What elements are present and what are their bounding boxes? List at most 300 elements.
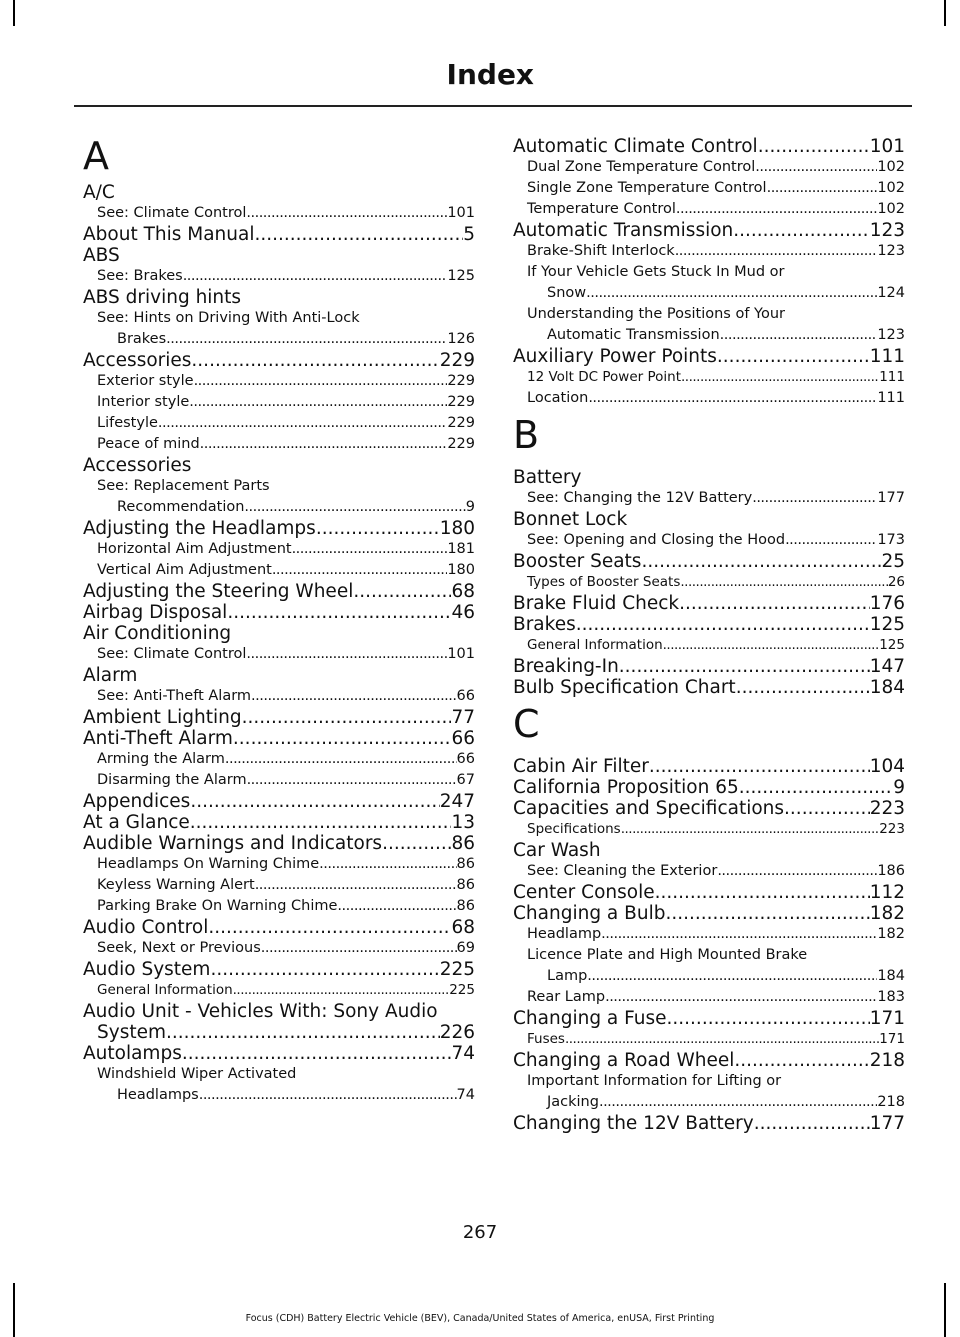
entry-text: Anti-Theft Alarm: [83, 728, 233, 749]
dot-leader: [166, 329, 447, 350]
entry-text: General Information: [97, 982, 233, 998]
entry-text: Snow: [547, 285, 587, 301]
index-subentry: [83, 560, 475, 581]
entry-page: 218: [869, 1050, 905, 1071]
entry-text: California Proposition 65: [513, 777, 739, 798]
entry-text: Auxiliary Power Points: [513, 346, 717, 367]
index-entry: [513, 798, 905, 819]
entry-text: Peace of mind: [97, 436, 200, 452]
index-subentry: [513, 861, 905, 882]
entry-page: 68: [451, 917, 475, 938]
dot-leader: [587, 966, 877, 987]
index-entry: [513, 551, 905, 572]
index-entry: [513, 840, 905, 861]
entry-page: 26: [887, 574, 905, 590]
index-subentry: [83, 392, 475, 413]
dot-leader: [663, 635, 880, 656]
index-entry: [83, 350, 475, 371]
index-entry: [83, 791, 475, 812]
index-subentry: [83, 1085, 475, 1106]
entry-page: 102: [877, 180, 905, 196]
entry-page: 186: [877, 863, 905, 879]
entry-page: 183: [877, 989, 905, 1005]
entry-text: See: Hints on Driving With Anti-Lock: [97, 310, 360, 326]
index-subentry: [83, 539, 475, 560]
dot-leader: [244, 497, 465, 518]
dot-leader: [601, 924, 877, 945]
dot-leader: [227, 602, 451, 623]
index-entry: [83, 917, 475, 938]
entry-text: Interior style: [97, 394, 190, 410]
entry-page: 218: [877, 1094, 905, 1110]
dot-leader: [233, 728, 452, 749]
entry-text: Audio Unit - Vehicles With: Sony Audio: [83, 1001, 438, 1022]
entry-text: Appendices: [83, 791, 191, 812]
index-subentry: [513, 262, 905, 283]
entry-text: Understanding the Positions of Your: [527, 306, 786, 322]
entry-text: Alarm: [83, 665, 138, 686]
page-title: Index: [446, 58, 534, 91]
entry-text: Autolamps: [83, 1043, 182, 1064]
entry-page: 74: [451, 1043, 475, 1064]
dot-leader: [605, 987, 877, 1008]
entry-page: 177: [877, 490, 905, 506]
index-entry: [513, 509, 905, 530]
entry-page: 9: [465, 499, 475, 515]
index-subentry: [83, 476, 475, 497]
dot-leader: [621, 819, 880, 840]
dot-leader: [676, 199, 877, 220]
entry-text: A/C: [83, 182, 115, 203]
entry-text: Specifications: [527, 821, 621, 837]
entry-page: 111: [877, 390, 905, 406]
section-letter: C: [513, 702, 540, 746]
dot-leader: [758, 136, 870, 157]
index-subentry: [513, 1029, 905, 1050]
index-entry: [513, 346, 905, 367]
dot-leader: [158, 413, 447, 434]
index-entry: [83, 728, 475, 749]
entry-text: Disarming the Alarm: [97, 772, 247, 788]
entry-page: 124: [877, 285, 905, 301]
index-subentry: [83, 1064, 475, 1085]
entry-text: See: Anti-Theft Alarm: [97, 688, 252, 704]
entry-page: 67: [456, 772, 475, 788]
entry-text: See: Replacement Parts: [97, 478, 270, 494]
entry-page: 68: [451, 581, 475, 602]
entry-text: About This Manual: [83, 224, 255, 245]
index-subentry: [83, 854, 475, 875]
index-entry: [513, 903, 905, 924]
entry-text: Adjusting the Headlamps: [83, 518, 316, 539]
index-subentry: [513, 924, 905, 945]
entry-text: ABS: [83, 245, 120, 266]
index-entry: [513, 220, 905, 241]
index-subentry: [513, 488, 905, 509]
index-subentry: [513, 635, 905, 656]
entry-text: See: Cleaning the Exterior: [527, 863, 718, 879]
dot-leader: [679, 593, 870, 614]
entry-page: 229: [447, 436, 475, 452]
dot-leader: [382, 833, 451, 854]
entry-text: Keyless Warning Alert: [97, 877, 255, 893]
entry-page: 171: [869, 1008, 905, 1029]
index-entry: [513, 777, 905, 798]
index-entry: [83, 833, 475, 854]
entry-page: 86: [456, 877, 475, 893]
entry-text: Rear Lamp: [527, 989, 606, 1005]
entry-text: Cabin Air Filter: [513, 756, 649, 777]
dot-leader: [251, 686, 457, 707]
index-entry: [513, 467, 905, 488]
crop-mark-top-left: [13, 0, 15, 26]
dot-leader: [599, 1092, 877, 1113]
index-column-right: [513, 136, 905, 1134]
entry-page: 229: [447, 394, 475, 410]
entry-page: 180: [439, 518, 475, 539]
dot-leader: [255, 224, 464, 245]
entry-text: Changing a Bulb: [513, 903, 666, 924]
entry-page: 123: [877, 243, 905, 259]
entry-page: 177: [869, 1113, 905, 1134]
entry-page: 229: [447, 373, 475, 389]
entry-page: 223: [869, 798, 905, 819]
entry-page: 176: [869, 593, 905, 614]
entry-text: Center Console: [513, 882, 655, 903]
dot-leader: [337, 896, 456, 917]
index-entry: [513, 593, 905, 614]
index-entry: [83, 287, 475, 308]
entry-page: 9: [893, 777, 905, 798]
entry-text: Lifestyle: [97, 415, 158, 431]
entry-page: 229: [447, 415, 475, 431]
index-entry: [83, 1022, 475, 1043]
dot-leader: [717, 861, 877, 882]
index-entry: [83, 623, 475, 644]
dot-leader: [667, 1008, 870, 1029]
entry-text: Audio System: [83, 959, 211, 980]
dot-leader: [183, 266, 448, 287]
dot-leader: [586, 283, 877, 304]
entry-page: 66: [451, 728, 475, 749]
crop-mark-bottom-left: [13, 1283, 15, 1337]
entry-text: Fuses: [527, 1031, 565, 1047]
index-subentry: [513, 966, 905, 987]
entry-page: 225: [439, 959, 475, 980]
entry-text: Brakes: [513, 614, 576, 635]
entry-page: 171: [879, 1031, 905, 1047]
section-letter: A: [83, 134, 109, 178]
index-subentry: [83, 203, 475, 224]
dot-leader: [210, 959, 439, 980]
entry-text: Windshield Wiper Activated: [97, 1066, 297, 1082]
dot-leader: [242, 707, 452, 728]
entry-text: Breaking-In: [513, 656, 619, 677]
dot-leader: [272, 560, 447, 581]
entry-page: 123: [869, 220, 905, 241]
index-entry: [513, 1113, 905, 1134]
index-entry: [83, 455, 475, 476]
entry-page: 125: [879, 637, 905, 653]
entry-text: Brake-Shift Interlock: [527, 243, 675, 259]
entry-page: 226: [439, 1022, 475, 1043]
entry-text: Airbag Disposal: [83, 602, 228, 623]
dot-leader: [754, 1113, 870, 1134]
dot-leader: [233, 980, 450, 1001]
dot-leader: [734, 1050, 869, 1071]
index-entry: [83, 707, 475, 728]
entry-text: General Information: [527, 637, 663, 653]
entry-page: 86: [451, 833, 475, 854]
entry-text: Recommendation: [117, 499, 245, 515]
entry-text: See: Climate Control: [97, 646, 247, 662]
index-subentry: [513, 178, 905, 199]
dot-leader: [784, 798, 870, 819]
index-subentry: [83, 980, 475, 1001]
entry-page: 104: [869, 756, 905, 777]
entry-page: 184: [869, 677, 905, 698]
dot-leader: [717, 346, 870, 367]
entry-text: Parking Brake On Warning Chime: [97, 898, 338, 914]
index-entry: [513, 656, 905, 677]
entry-text: If Your Vehicle Gets Stuck In Mud or: [527, 264, 785, 280]
entry-page: 46: [451, 602, 475, 623]
entry-page: 225: [449, 982, 475, 998]
entry-text: Ambient Lighting: [83, 707, 242, 728]
dot-leader: [576, 614, 870, 635]
entry-page: 102: [877, 201, 905, 217]
dot-leader: [191, 350, 439, 371]
entry-text: Headlamps On Warning Chime: [97, 856, 320, 872]
entry-page: 74: [456, 1087, 475, 1103]
entry-text: Brake Fluid Check: [513, 593, 680, 614]
entry-page: 13: [451, 812, 475, 833]
entry-page: 101: [447, 646, 475, 662]
entry-text: At a Glance: [83, 812, 190, 833]
entry-text: System: [97, 1022, 166, 1043]
index-subentry: [83, 686, 475, 707]
entry-page: 111: [879, 369, 905, 385]
entry-text: Adjusting the Steering Wheel: [83, 581, 354, 602]
index-entry: [83, 182, 475, 203]
index-subentry: [513, 367, 905, 388]
index-entry: [513, 1050, 905, 1071]
entry-text: Audible Warnings and Indicators: [83, 833, 383, 854]
entry-page: 111: [869, 346, 905, 367]
index-subentry: [83, 770, 475, 791]
index-entry: [83, 518, 475, 539]
entry-text: Location: [527, 390, 589, 406]
dot-leader: [319, 854, 456, 875]
index-subentry: [513, 388, 905, 409]
dot-leader: [675, 241, 878, 262]
entry-text: Changing the 12V Battery: [513, 1113, 754, 1134]
entry-page: 102: [877, 159, 905, 175]
entry-text: See: Climate Control: [97, 205, 247, 221]
entry-text: Booster Seats: [513, 551, 642, 572]
entry-page: 69: [456, 940, 475, 956]
index-subentry: [513, 157, 905, 178]
entry-page: 125: [869, 614, 905, 635]
entry-page: 182: [869, 903, 905, 924]
dot-leader: [261, 938, 457, 959]
entry-page: 25: [881, 551, 905, 572]
index-subentry: [83, 371, 475, 392]
entry-text: Arming the Alarm: [97, 751, 225, 767]
entry-text: Headlamps: [117, 1087, 199, 1103]
entry-text: Single Zone Temperature Control: [527, 180, 767, 196]
page-number: 267: [462, 1222, 498, 1243]
entry-page: 147: [869, 656, 905, 677]
entry-text: See: Opening and Closing the Hood: [527, 532, 786, 548]
dot-leader: [641, 551, 881, 572]
dot-leader: [246, 203, 447, 224]
entry-text: Dual Zone Temperature Control: [527, 159, 756, 175]
entry-page: 5: [463, 224, 475, 245]
index-subentry: [83, 644, 475, 665]
entry-text: Bonnet Lock: [513, 509, 628, 530]
dot-leader: [565, 1029, 879, 1050]
entry-page: 229: [439, 350, 475, 371]
entry-page: 184: [877, 968, 905, 984]
index-subentry: [83, 329, 475, 350]
entry-page: 101: [869, 136, 905, 157]
entry-page: 101: [447, 205, 475, 221]
entry-text: Capacities and Specifications: [513, 798, 785, 819]
dot-leader: [767, 178, 878, 199]
index-entry: [513, 136, 905, 157]
index-subentry: [83, 497, 475, 518]
entry-text: Brakes: [117, 331, 167, 347]
index-entry: [83, 1043, 475, 1064]
index-entry: [83, 245, 475, 266]
dot-leader: [681, 367, 879, 388]
entry-text: Changing a Fuse: [513, 1008, 667, 1029]
entry-text: ABS driving hints: [83, 287, 242, 308]
index-subentry: [513, 945, 905, 966]
entry-text: Important Information for Lifting or: [527, 1073, 782, 1089]
crop-mark-bottom-right: [944, 1283, 946, 1337]
entry-page: 112: [869, 882, 905, 903]
entry-page: 86: [456, 898, 475, 914]
entry-text: Automatic Transmission: [547, 327, 720, 343]
index-subentry: [83, 938, 475, 959]
index-entry: [83, 665, 475, 686]
dot-leader: [247, 770, 457, 791]
index-subentry: [513, 325, 905, 346]
dot-leader: [720, 325, 878, 346]
index-entry: [83, 581, 475, 602]
dot-leader: [182, 1043, 452, 1064]
index-subentry: [83, 413, 475, 434]
dot-leader: [752, 488, 877, 509]
index-entry: [83, 224, 475, 245]
index-entry: [513, 677, 905, 698]
dot-leader: [655, 882, 870, 903]
entry-page: 66: [456, 688, 475, 704]
entry-text: Battery: [513, 467, 582, 488]
entry-text: Licence Plate and High Mounted Brake: [527, 947, 808, 963]
dot-leader: [619, 656, 870, 677]
index-subentry: [513, 572, 905, 593]
dot-leader: [190, 812, 452, 833]
index-entry: [83, 602, 475, 623]
entry-page: 182: [877, 926, 905, 942]
entry-text: Air Conditioning: [83, 623, 232, 644]
entry-page: 77: [451, 707, 475, 728]
dot-leader: [199, 1085, 457, 1106]
index-subentry: [513, 1092, 905, 1113]
index-subentry: [83, 875, 475, 896]
entry-text: Audio Control: [83, 917, 209, 938]
entry-page: 125: [447, 268, 475, 284]
entry-page: 123: [877, 327, 905, 343]
entry-text: Horizontal Aim Adjustment: [97, 541, 292, 557]
entry-page: 126: [447, 331, 475, 347]
entry-text: Automatic Climate Control: [513, 136, 758, 157]
index-subentry: [513, 283, 905, 304]
dot-leader: [166, 1022, 440, 1043]
entry-text: Seek, Next or Previous: [97, 940, 261, 956]
entry-text: See: Changing the 12V Battery: [527, 490, 753, 506]
footer-text: Focus (CDH) Battery Electric Vehicle (BEV), Canada/United States of America, enUSA, First Printing: [245, 1313, 715, 1324]
entry-text: Headlamp: [527, 926, 602, 942]
dot-leader: [739, 777, 893, 798]
dot-leader: [680, 572, 887, 593]
index-subentry: [83, 434, 475, 455]
entry-text: 12 Volt DC Power Point: [527, 369, 681, 385]
entry-text: Changing a Road Wheel: [513, 1050, 735, 1071]
entry-text: Vertical Aim Adjustment: [97, 562, 272, 578]
index-subentry: [83, 308, 475, 329]
index-subentry: [83, 749, 475, 770]
index-entry: [513, 882, 905, 903]
dot-leader: [785, 530, 877, 551]
dot-leader: [588, 388, 877, 409]
entry-page: 247: [439, 791, 475, 812]
dot-leader: [736, 677, 870, 698]
entry-text: Temperature Control: [527, 201, 676, 217]
index-subentry: [513, 199, 905, 220]
entry-page: 173: [877, 532, 905, 548]
entry-text: Exterior style: [97, 373, 194, 389]
entry-text: Car Wash: [513, 840, 601, 861]
entry-text: Automatic Transmission: [513, 220, 734, 241]
crop-mark-top-right: [944, 0, 946, 26]
entry-text: Accessories: [83, 455, 192, 476]
index-subentry: [513, 304, 905, 325]
dot-leader: [190, 791, 439, 812]
index-subentry: [513, 1071, 905, 1092]
index-entry: [83, 812, 475, 833]
entry-text: Jacking: [547, 1094, 599, 1110]
entry-page: 181: [447, 541, 475, 557]
index-subentry: [513, 819, 905, 840]
index-entry: [83, 959, 475, 980]
dot-leader: [316, 518, 440, 539]
index-column-left: [83, 136, 475, 1106]
dot-leader: [292, 539, 448, 560]
header-rule: [74, 105, 912, 107]
index-entry: [513, 756, 905, 777]
entry-page: 86: [456, 856, 475, 872]
entry-text: Bulb Specification Chart: [513, 677, 736, 698]
section-letter: B: [513, 413, 540, 457]
dot-leader: [353, 581, 451, 602]
index-subentry: [83, 266, 475, 287]
dot-leader: [649, 756, 870, 777]
dot-leader: [665, 903, 869, 924]
